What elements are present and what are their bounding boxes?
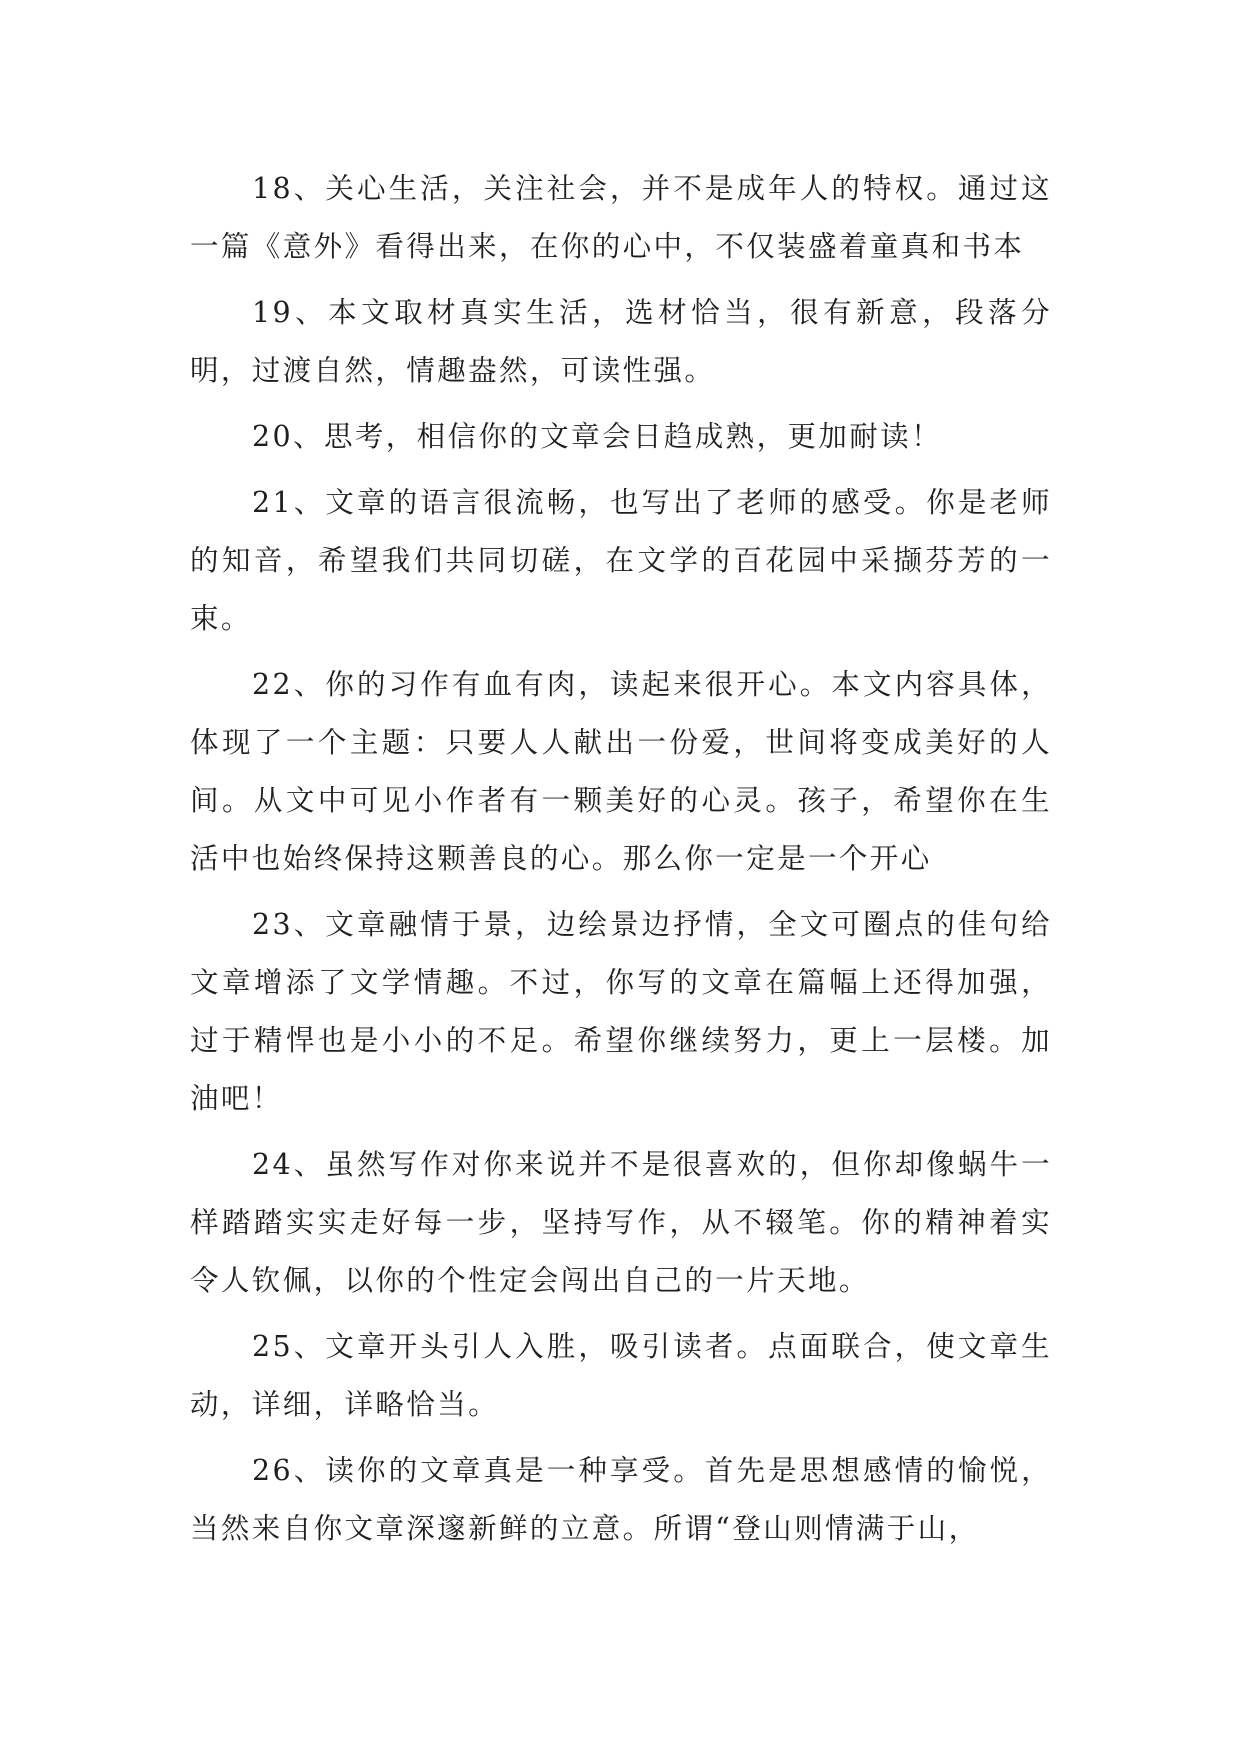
paragraph-26: 26、读你的文章真是一种享受。首先是思想感情的愉悦，当然来自你文章深邃新鲜的立意。所谓“登山则情满于山， — [190, 1454, 1052, 1545]
paragraph-23: 23、文章融情于景，边绘景边抒情，全文可圈点的佳句给文章增添了文学情趣。不过，你写的文章在篇幅上还得加强，过于精悍也是小小的不足。希望你继续努力，更上一层楼。加油吧！ — [190, 908, 1052, 1115]
paragraph-25: 25、文章开头引人入胜，吸引读者。点面联合，使文章生动，详细，详略恰当。 — [190, 1330, 1052, 1421]
paragraph-19: 19、本文取材真实生活，选材恰当，很有新意，段落分明，过渡自然，情趣盎然，可读性强。 — [190, 296, 1052, 387]
paragraph-20: 20、思考，相信你的文章会日趋成熟，更加耐读！ — [252, 420, 942, 453]
document-body — [190, 160, 1052, 1566]
paragraph-18: 18、关心生活，关注社会，并不是成年人的特权。通过这一篇《意外》看得出来，在你的心中，不仅装盛着童真和书本 — [190, 172, 1052, 263]
paragraph-22: 22、你的习作有血有肉，读起来很开心。本文内容具体，体现了一个主题：只要人人献出一份爱，世间将变成美好的人间。从文中可见小作者有一颗美好的心灵。孩子，希望你在生活中也始终保持这颗善良的心。那么你一定是一个开心 — [190, 668, 1052, 875]
paragraph-24: 24、虽然写作对你来说并不是很喜欢的，但你却像蜗牛一样踏踏实实走好每一步，坚持写作，从不辍笔。你的精神着实令人钦佩，以你的个性定会闯出自己的一片天地。 — [190, 1148, 1052, 1297]
paragraph-21: 21、文章的语言很流畅，也写出了老师的感受。你是老师的知音，希望我们共同切磋，在文学的百花园中采撷芬芳的一束。 — [190, 486, 1052, 635]
